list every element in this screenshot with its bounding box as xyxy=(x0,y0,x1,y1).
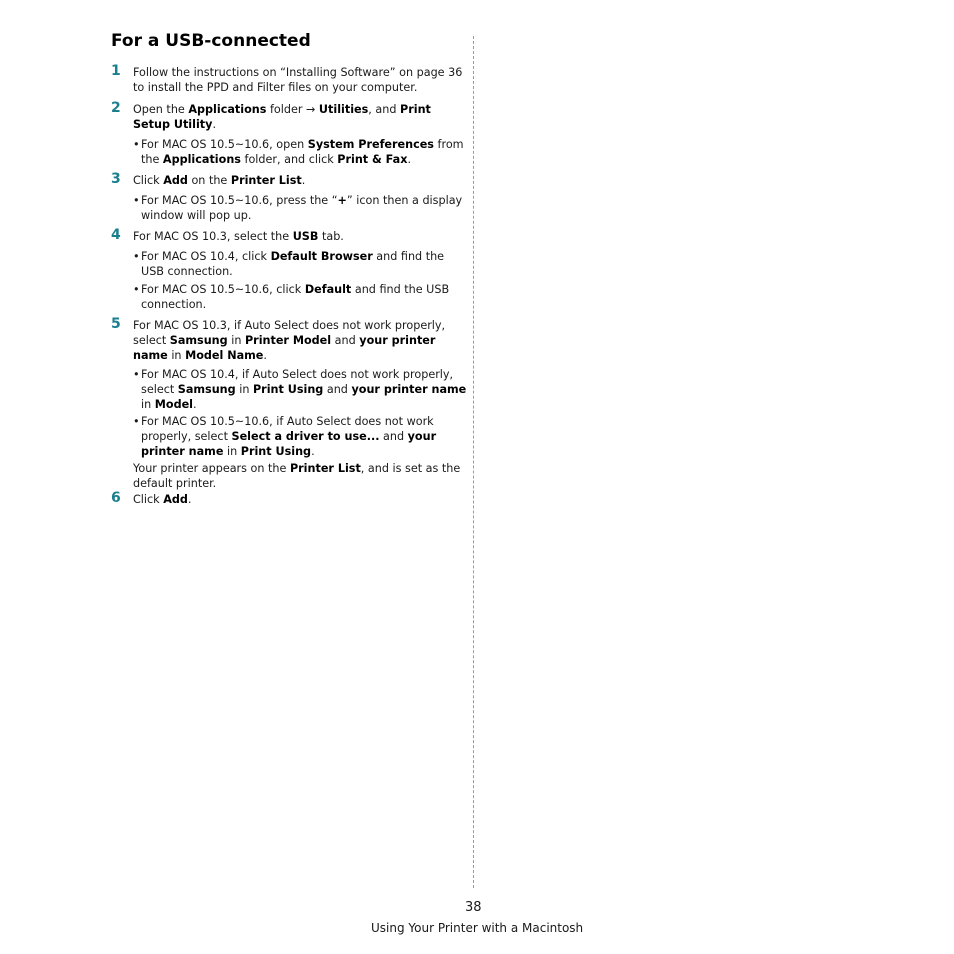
step-1-text: Follow the instructions on “Installing Software” on page 36 to install the PPD and Filter files on your computer. xyxy=(133,66,463,94)
step-number-4: 4 xyxy=(111,227,121,243)
bullet-marker: • xyxy=(133,415,140,428)
step-number-1: 1 xyxy=(111,63,121,79)
step-number-5: 5 xyxy=(111,316,121,332)
step-2-bullet-1: • For MAC OS 10.5~10.6, open System Preferences from the Applications folder, and click Print & Fax. xyxy=(133,138,464,166)
step-number-2: 2 xyxy=(111,100,121,116)
step-4-bullet-1: • For MAC OS 10.4, click Default Browser and find the USB connection. xyxy=(133,250,445,278)
step-5-note: Your printer appears on the Printer List, and is set as the default printer. xyxy=(133,462,461,490)
step-number-3: 3 xyxy=(111,171,121,187)
step-3-text: Click Add on the Printer List. xyxy=(133,174,306,187)
step-6-text: Click Add. xyxy=(133,493,192,506)
bullet-marker: • xyxy=(133,368,140,381)
step-5-bullet-1: • For MAC OS 10.4, if Auto Select does not work properly, select Samsung in Print Using and your printer name in Model. xyxy=(133,368,467,411)
page-number: 38 xyxy=(465,900,482,915)
step-2-text: Open the Applications folder → Utilities, and Print Setup Utility. xyxy=(133,103,431,131)
step-4-bullet-2: • For MAC OS 10.5~10.6, click Default and find the USB connection. xyxy=(133,283,450,311)
step-4-text: For MAC OS 10.3, select the USB tab. xyxy=(133,230,344,243)
bullet-marker: • xyxy=(133,194,140,207)
section-heading: For a USB-connected xyxy=(111,31,311,51)
step-3-bullet-1: • For MAC OS 10.5~10.6, press the “+” icon then a display window will pop up. xyxy=(133,194,463,222)
bullet-marker: • xyxy=(133,283,140,296)
step-5-bullet-2: • For MAC OS 10.5~10.6, if Auto Select does not work properly, select Select a driver to use... and your printer name in Print Using. xyxy=(133,415,437,458)
bullet-marker: • xyxy=(133,138,140,151)
column-divider xyxy=(473,36,474,888)
step-5-text: For MAC OS 10.3, if Auto Select does not work properly, select Samsung in Printer Model and your printer name in Model Name. xyxy=(133,319,446,362)
step-number-6: 6 xyxy=(111,490,121,506)
bullet-marker: • xyxy=(133,250,140,263)
footer-chapter-title: Using Your Printer with a Macintosh xyxy=(371,921,584,935)
